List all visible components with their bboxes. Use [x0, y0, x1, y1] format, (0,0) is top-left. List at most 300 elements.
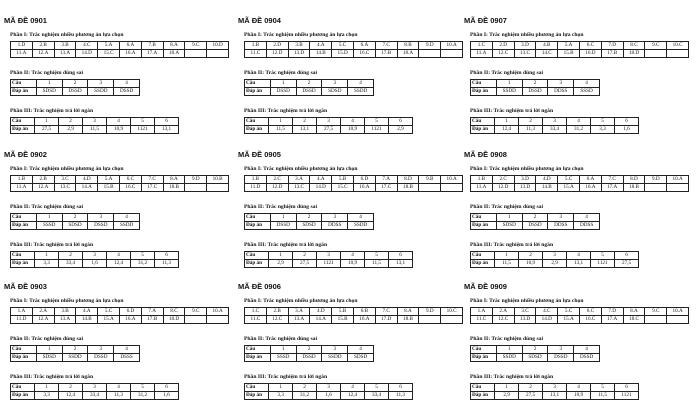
answer-cell: 27,5 [317, 126, 341, 134]
answer-cell: 16.A [579, 184, 601, 192]
question-number: 3 [543, 118, 567, 126]
question-number: 3 [548, 346, 574, 354]
answer-cell: 1.B [245, 42, 267, 50]
part2-heading: Phần II: Trắc nghiệm đúng sai [470, 336, 543, 342]
answer-cell: 1.B [11, 176, 33, 184]
answer-cell: SDSD [522, 354, 548, 362]
table-row [11, 118, 179, 126]
answer-cell: 1.C [245, 308, 267, 316]
answer-cell: 2.B [266, 308, 288, 316]
answer-cell: 10,9 [341, 126, 365, 134]
question-number: 1 [36, 80, 62, 88]
exam-block [4, 150, 229, 280]
question-number: 5 [365, 384, 389, 392]
answer-cell: 3,3 [35, 260, 59, 268]
table-row [245, 42, 463, 50]
answer-cell: 2.B [32, 42, 54, 50]
table-row [245, 50, 463, 58]
answer-cell: DDSS [548, 222, 574, 230]
table-row [245, 354, 374, 362]
answer-cell: 7.A [375, 176, 397, 184]
table-row [471, 176, 689, 184]
row-header: Câu [11, 214, 37, 222]
answer-cell: 31,2 [293, 392, 317, 400]
part1-table [470, 175, 689, 192]
answer-cell: 27,5 [519, 392, 543, 400]
answer-cell: SDSD [322, 88, 348, 96]
answer-cell: 15.B [332, 316, 354, 324]
row-header: Câu [245, 384, 269, 392]
row-header: Đáp án [245, 354, 271, 362]
question-number: 1 [495, 252, 519, 260]
answer-cell: 4.C [76, 42, 98, 50]
table-row [245, 252, 413, 260]
answer-cell: 16.C [353, 50, 375, 58]
answer-cell: 11,5 [365, 260, 389, 268]
question-number: 1 [495, 384, 519, 392]
answer-cell: 7.C [375, 42, 397, 50]
exam-block [238, 150, 463, 280]
part2-table [244, 345, 374, 362]
part3-heading: Phần III: Trắc nghiệm trả lời ngắn [470, 374, 554, 380]
answer-cell: 1.A [471, 308, 493, 316]
question-number: 3 [548, 80, 574, 88]
answer-cell: 2,9 [495, 392, 519, 400]
answer-cell [419, 184, 441, 192]
part3-heading: Phần III: Trắc nghiệm trả lời ngắn [10, 242, 94, 248]
table-row [471, 118, 639, 126]
question-number: 3 [322, 214, 348, 222]
answer-cell: DSSD [574, 354, 600, 362]
answer-cell: 14.B [536, 184, 558, 192]
question-number: 6 [155, 384, 179, 392]
answer-cell: 3,3 [591, 126, 615, 134]
answer-cell: 6.D [353, 176, 375, 184]
row-header: Câu [245, 252, 269, 260]
answer-cell: 7.C [601, 176, 623, 184]
table-row [245, 184, 463, 192]
answer-cell: 18.D [163, 316, 185, 324]
part2-table [470, 79, 600, 96]
question-number: 4 [567, 118, 591, 126]
answer-cell: 14.D [536, 316, 558, 324]
question-number: 3 [543, 252, 567, 260]
answer-cell: 17.C [375, 184, 397, 192]
answer-cell: 11.A [11, 184, 33, 192]
part1-table [470, 41, 689, 58]
answer-cell: 15.C [332, 184, 354, 192]
question-number: 5 [365, 252, 389, 260]
question-number: 4 [341, 252, 365, 260]
question-number: 3 [83, 118, 107, 126]
answer-cell: 5.A [558, 42, 580, 50]
answer-cell: 13.A [54, 316, 76, 324]
question-number: 4 [574, 80, 600, 88]
question-number: 3 [322, 346, 348, 354]
answer-cell: DDSS [322, 222, 348, 230]
answer-cell: 10.A [441, 42, 463, 50]
answer-cell: 17.D [375, 316, 397, 324]
part1-heading: Phần I: Trắc nghiệm nhiều phương án lựa chọn [10, 166, 124, 172]
answer-cell: 10.B [207, 176, 229, 184]
answer-cell: 8.A [397, 308, 419, 316]
answer-cell: DSSD [270, 222, 296, 230]
answer-cell: 10,9 [519, 260, 543, 268]
answer-cell: 6.C [579, 308, 601, 316]
answer-cell: 33,4 [59, 260, 83, 268]
answer-cell: 1.D [11, 42, 33, 50]
part3-heading: Phần III: Trắc nghiệm trả lời ngắn [10, 374, 94, 380]
question-number: 6 [155, 118, 179, 126]
answer-cell: 31,2 [567, 126, 591, 134]
part3-table [470, 251, 639, 268]
part1-heading: Phần I: Trắc nghiệm nhiều phương án lựa chọn [244, 298, 358, 304]
table-row [245, 214, 374, 222]
answer-cell: 16.D [579, 50, 601, 58]
answer-cell: 7.D [601, 42, 623, 50]
answer-cell: 2.C [492, 176, 514, 184]
row-header: Đáp án [11, 88, 37, 96]
answer-cell [441, 184, 463, 192]
part1-table [10, 41, 229, 58]
question-number: 1 [270, 214, 296, 222]
answer-cell: 13.A [288, 316, 310, 324]
table-row [471, 316, 689, 324]
exam-code: MÃ ĐỀ 0909 [464, 282, 507, 291]
table-row [245, 260, 413, 268]
answer-cell: 12.D [266, 50, 288, 58]
part1-heading: Phần I: Trắc nghiệm nhiều phương án lựa chọn [470, 32, 584, 38]
answer-cell: 13.A [54, 50, 76, 58]
exam-code: MÃ ĐỀ 0902 [4, 150, 47, 159]
answer-cell: 12.C [492, 50, 514, 58]
answer-cell: SDSD [496, 222, 522, 230]
question-number: 5 [131, 384, 155, 392]
answer-cell: 4.A [310, 176, 332, 184]
row-header: Câu [245, 346, 271, 354]
answer-cell: 1,6 [317, 392, 341, 400]
row-header: Đáp án [11, 354, 37, 362]
question-number: 3 [317, 118, 341, 126]
row-header: Câu [245, 80, 271, 88]
row-header: Câu [471, 118, 495, 126]
answer-cell: 17.B [141, 316, 163, 324]
answer-cell [419, 50, 441, 58]
table-row [245, 392, 413, 400]
answer-cell: 10,9 [341, 260, 365, 268]
part3-table [10, 383, 179, 400]
answer-cell: 13,1 [543, 392, 567, 400]
table-row [471, 42, 689, 50]
table-row [245, 88, 374, 96]
row-header: Câu [11, 80, 37, 88]
answer-cell: SDSD [36, 88, 62, 96]
question-number: 2 [62, 80, 88, 88]
part2-table [470, 213, 600, 230]
question-number: 6 [155, 252, 179, 260]
answer-cell: DSSD [114, 88, 140, 96]
row-header: Câu [11, 346, 37, 354]
question-number: 3 [317, 384, 341, 392]
answer-cell: 11.C [471, 316, 493, 324]
part2-heading: Phần II: Trắc nghiệm đúng sai [470, 70, 543, 76]
answer-cell: 33,4 [83, 392, 107, 400]
answer-cell: 15.B [98, 184, 120, 192]
question-number: 1 [36, 214, 62, 222]
question-number: 1 [270, 346, 296, 354]
answer-cell: 5.C [332, 42, 354, 50]
answer-cell: 2,9 [543, 260, 567, 268]
answer-cell: 16.A [353, 184, 375, 192]
answer-cell: 1.A [11, 308, 33, 316]
question-number: 2 [293, 252, 317, 260]
question-number: 3 [88, 80, 114, 88]
answer-cell: 14.B [310, 50, 332, 58]
exam-block [464, 150, 689, 280]
table-row [245, 308, 463, 316]
answer-cell: DSSS [114, 354, 140, 362]
answer-cell: 3,3 [269, 392, 293, 400]
answer-cell: 3.B [54, 42, 76, 50]
answer-cell [645, 184, 667, 192]
question-number: 5 [365, 118, 389, 126]
row-header: Đáp án [471, 260, 495, 268]
answer-cell: 31,2 [131, 260, 155, 268]
answer-cell: 9.B [419, 176, 441, 184]
answer-cell: 1.C [471, 42, 493, 50]
question-number: 5 [131, 252, 155, 260]
table-row [11, 184, 229, 192]
answer-cell: 12.A [32, 316, 54, 324]
answer-cell: 8.A [623, 308, 645, 316]
part3-heading: Phần III: Trắc nghiệm trả lời ngắn [10, 108, 94, 114]
answer-cell: SSDD [114, 222, 140, 230]
question-number: 6 [615, 118, 639, 126]
answer-cell: 4.D [310, 308, 332, 316]
table-row [471, 50, 689, 58]
answer-cell: 10,9 [567, 392, 591, 400]
part3-heading: Phần III: Trắc nghiệm trả lời ngắn [244, 108, 328, 114]
answer-cell: 17.A [601, 316, 623, 324]
answer-cell: 11,3 [155, 260, 179, 268]
answer-cell: SSDD [62, 354, 88, 362]
answer-cell: DSSD [296, 88, 322, 96]
table-row [471, 126, 639, 134]
table-row [471, 384, 639, 392]
answer-cell: DDSS [574, 222, 600, 230]
row-header: Đáp án [245, 126, 269, 134]
answer-cell: 12.A [32, 184, 54, 192]
table-row [471, 222, 600, 230]
answer-cell: SSDD [496, 88, 522, 96]
answer-cell: 2.B [32, 176, 54, 184]
answer-cell: SDSD [348, 354, 374, 362]
answer-cell: 12.D [266, 184, 288, 192]
question-number: 6 [389, 384, 413, 392]
answer-cell [207, 316, 229, 324]
question-number: 1 [270, 80, 296, 88]
question-number: 2 [59, 118, 83, 126]
question-number: 4 [107, 252, 131, 260]
exam-block [464, 282, 689, 412]
table-row [471, 80, 600, 88]
answer-cell [441, 316, 463, 324]
answer-cell: 16.A [353, 316, 375, 324]
answer-cell: 12.A [32, 50, 54, 58]
table-row [11, 50, 229, 58]
question-number: 4 [114, 214, 140, 222]
answer-cell: 11,3 [389, 392, 413, 400]
answer-cell: 10.C [441, 308, 463, 316]
question-number: 1 [496, 80, 522, 88]
row-header: Câu [11, 384, 35, 392]
answer-cell: 17.B [601, 50, 623, 58]
table-row [11, 176, 229, 184]
answer-cell [185, 184, 207, 192]
table-row [11, 308, 229, 316]
row-header: Câu [471, 384, 495, 392]
answer-cell: 9.D [185, 176, 207, 184]
question-number: 3 [88, 346, 114, 354]
answer-cell: 5.C [98, 308, 120, 316]
table-row [471, 184, 689, 192]
answer-cell: 3,3 [35, 392, 59, 400]
row-header: Đáp án [245, 260, 269, 268]
part3-table [244, 117, 413, 134]
answer-cell [185, 50, 207, 58]
part2-heading: Phần II: Trắc nghiệm đúng sai [244, 336, 317, 342]
question-number: 4 [107, 384, 131, 392]
answer-cell: 8.D [623, 176, 645, 184]
question-number: 2 [293, 384, 317, 392]
question-number: 1 [35, 252, 59, 260]
answer-cell: 8.C [623, 42, 645, 50]
row-header: Đáp án [245, 392, 269, 400]
question-number: 4 [341, 384, 365, 392]
question-number: 3 [322, 80, 348, 88]
answer-cell [207, 50, 229, 58]
exam-block [464, 16, 689, 146]
table-row [471, 346, 600, 354]
question-number: 2 [62, 214, 88, 222]
answer-cell: 3.D [514, 176, 536, 184]
answer-cell: 1,6 [83, 260, 107, 268]
answer-cell: SSSD [270, 354, 296, 362]
question-number: 6 [615, 384, 639, 392]
answer-cell [667, 316, 689, 324]
answer-cell: 8.A [163, 42, 185, 50]
answer-cell: 13,1 [155, 126, 179, 134]
answer-cell: 18.B [623, 184, 645, 192]
question-number: 3 [548, 214, 574, 222]
answer-cell: 13,1 [389, 260, 413, 268]
answer-cell: 12.C [492, 316, 514, 324]
answer-cell: 13,1 [567, 260, 591, 268]
answer-cell: 5.C [558, 176, 580, 184]
table-row [11, 80, 140, 88]
answer-cell: 13.C [514, 50, 536, 58]
answer-cell: 7.B [141, 42, 163, 50]
question-number: 3 [83, 252, 107, 260]
answer-cell [419, 316, 441, 324]
answer-cell: 13,1 [293, 126, 317, 134]
table-row [245, 118, 413, 126]
answer-cell: 27,5 [293, 260, 317, 268]
answer-cell: 1.B [471, 176, 493, 184]
answer-cell: SDSD [62, 222, 88, 230]
answer-cell: 10.A [207, 308, 229, 316]
part2-heading: Phần II: Trắc nghiệm đúng sai [244, 70, 317, 76]
part2-table [10, 345, 140, 362]
exam-code: MÃ ĐỀ 0907 [464, 16, 507, 25]
answer-cell: 14.A [76, 184, 98, 192]
answer-cell: 11.D [11, 316, 33, 324]
table-row [11, 260, 179, 268]
question-number: 4 [114, 80, 140, 88]
exam-code: MÃ ĐỀ 0905 [238, 150, 281, 159]
answer-cell: 13.C [54, 184, 76, 192]
table-row [471, 392, 639, 400]
part1-heading: Phần I: Trắc nghiệm nhiều phương án lựa chọn [10, 298, 124, 304]
answer-cell: 17.B [375, 50, 397, 58]
table-row [245, 222, 374, 230]
answer-cell: 33,4 [365, 392, 389, 400]
answer-cell: 11,3 [107, 392, 131, 400]
answer-cell: 27,5 [615, 260, 639, 268]
part3-table [470, 383, 639, 400]
exam-code: MÃ ĐỀ 0903 [4, 282, 47, 291]
answer-cell: 18.A [397, 50, 419, 58]
part3-table [470, 117, 639, 134]
answer-cell: 11,5 [83, 126, 107, 134]
part1-table [244, 175, 463, 192]
question-number: 1 [269, 118, 293, 126]
answer-cell: 15.D [332, 50, 354, 58]
answer-cell: 3.C [514, 308, 536, 316]
table-row [471, 252, 639, 260]
answer-cell: 18.B [397, 184, 419, 192]
part3-heading: Phần III: Trắc nghiệm trả lời ngắn [244, 242, 328, 248]
answer-cell: 14.A [310, 316, 332, 324]
question-number: 4 [574, 214, 600, 222]
part3-table [10, 117, 179, 134]
answer-cell: 16.A [119, 50, 141, 58]
question-number: 2 [519, 384, 543, 392]
question-number: 1 [495, 118, 519, 126]
answer-cell: 8.A [163, 176, 185, 184]
table-row [245, 80, 374, 88]
answer-cell: 1,6 [155, 392, 179, 400]
part2-heading: Phần II: Trắc nghiệm đúng sai [10, 70, 83, 76]
answer-cell [207, 184, 229, 192]
answer-cell: SSSD [36, 222, 62, 230]
answer-cell: 18.D [623, 50, 645, 58]
row-header: Đáp án [245, 88, 271, 96]
answer-cell: 15.A [558, 184, 580, 192]
answer-cell: 2,9 [269, 260, 293, 268]
answer-cell: 6.C [119, 176, 141, 184]
answer-cell: 1121 [131, 126, 155, 134]
table-row [11, 88, 140, 96]
question-number: 1 [269, 252, 293, 260]
answer-cell: 14.C [536, 50, 558, 58]
answer-cell: SSDD [88, 88, 114, 96]
answer-cell: DSSD [62, 88, 88, 96]
answer-cell: 7.A [141, 308, 163, 316]
exam-block [4, 282, 229, 412]
answer-cell: 5.A [98, 176, 120, 184]
answer-cell: 10.A [667, 308, 689, 316]
